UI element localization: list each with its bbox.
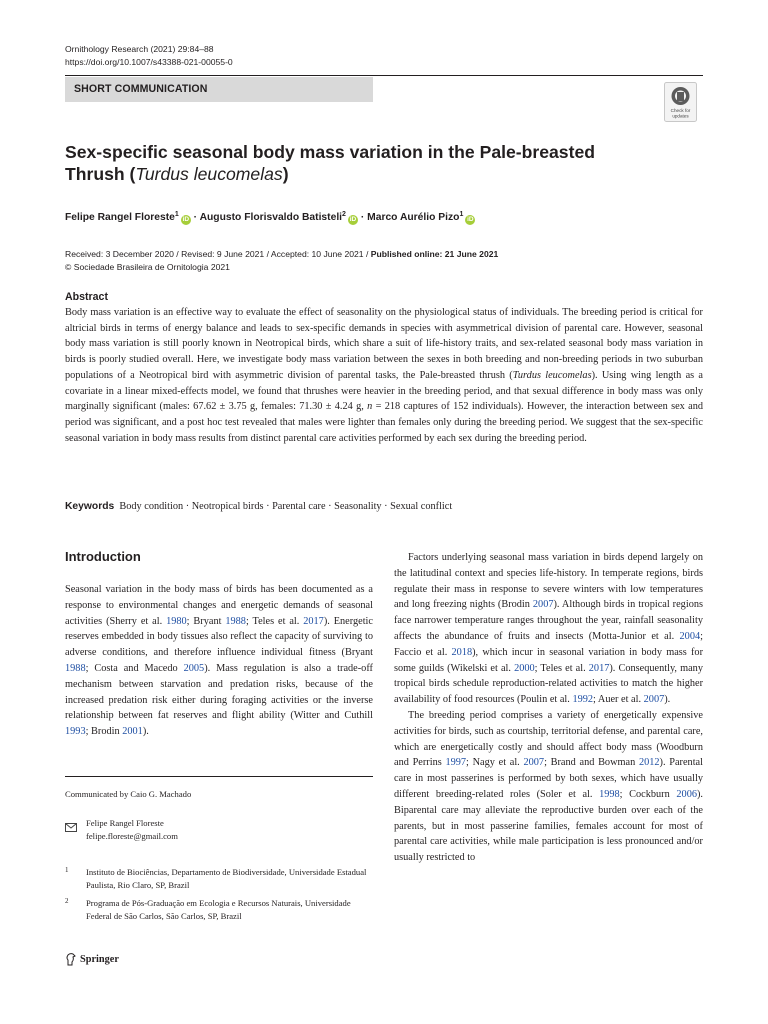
section-label: SHORT COMMUNICATION [74, 83, 208, 95]
dates-history: Received: 3 December 2020 / Revised: 9 June 2021 / Accepted: 10 June 2021 / [65, 249, 371, 259]
citation-link[interactable]: 2017 [303, 615, 324, 627]
keywords-list: Body condition · Neotropical birds · Parental care · Seasonality · Sexual conflict [119, 501, 453, 512]
title-end: ) [282, 164, 289, 184]
abstract-text [65, 305, 703, 446]
body-text: ). Biparental care may alleviate the reproductive burden over each of the parents, but in most passerine families, females account for most of parental care activities, while male participation is less pronounced and/or usually restricted to [394, 788, 703, 864]
keywords [65, 500, 452, 514]
body-text: ; Faccio et al. [394, 630, 703, 658]
citation-link[interactable]: 1988 [65, 662, 86, 674]
introduction-heading: Introduction [65, 549, 141, 564]
copyright-line: © Sociedade Brasileira de Ornitologia 2021 [65, 262, 230, 272]
citation-link[interactable]: 1992 [572, 694, 594, 706]
orcid-icon[interactable]: iD [467, 216, 474, 223]
citation-link[interactable]: 2005 [183, 662, 205, 674]
author-name[interactable]: Augusto Florisvaldo Batisteli [199, 212, 343, 223]
body-text: The breeding period comprises a variety of energetically expensive activities for birds, such as courtship, territorial defense, and parental care, which are energetically costly and should affect body mass (Woodburn and Perrins [394, 709, 703, 769]
affiliation-number: 2 [65, 897, 69, 905]
citation-link[interactable]: 2004 [679, 630, 701, 642]
author-separator: · [193, 212, 198, 223]
abstract-n: n [367, 401, 373, 413]
body-text: ; Teles et al. [245, 615, 304, 627]
citation-link[interactable]: 2000 [514, 662, 535, 674]
body-text: ). [664, 694, 671, 706]
dates-published: Published online: 21 June 2021 [370, 249, 499, 259]
citation-link[interactable]: 2007 [532, 599, 554, 611]
title-main: Sex-specific seasonal body mass variation in the Pale-breasted Thrush ( [65, 142, 595, 184]
body-text: ; Costa and Macedo [85, 662, 184, 674]
badge-line1: Check for [670, 108, 691, 113]
citation-link[interactable]: 2001 [122, 726, 143, 738]
body-text: ; Brodin [85, 726, 123, 738]
journal-citation [65, 43, 233, 69]
citation-link[interactable]: 1993 [65, 726, 86, 738]
abstract-part: Body mass variation is an effective way to evaluate the effect of seasonality on the physiological status of individuals. The breeding period is critical for altricial birds in terms of energy balance and leads to sex-specific demands in species with asymmetrical division of parental care. However, seasonal body mass variation is still poorly known in Neotropical birds, which share a suit of life-history traits, and sex-related seasonal body mass variation in birds is poorly studied overall. Here, we investigate body mass variation between the sexes in both breeding and non-breeding periods in two suburban populations of a Neotropical bird with asymmetric division of parental tasks, the Pale-breasted thrush ( [65, 307, 703, 381]
citation-link[interactable]: 1998 [599, 788, 620, 800]
author-affiliation: 1 [459, 211, 464, 218]
title-species: Turdus leucomelas [135, 164, 283, 184]
body-text: ; Cockburn [619, 788, 677, 800]
affiliation-number: 1 [65, 866, 69, 874]
left-column [65, 582, 373, 740]
body-text: ). Energetic reserves embedded in body tissues also reflect the capacity of surviving to adverse conditions, and therefore influence individual fitness (Bryant [65, 615, 373, 659]
citation-link[interactable]: 1980 [166, 615, 187, 627]
affiliation-1: Instituto de Biociências, Departamento de Biodiversidade, Universidade Estadual Paulista, Rio Claro, SP, Brazil [86, 867, 367, 890]
citation-link[interactable]: 1988 [225, 615, 246, 627]
citation-link[interactable]: 2006 [676, 788, 697, 800]
author-list [65, 208, 475, 225]
orcid-icon[interactable]: iD [182, 216, 190, 223]
citation-link[interactable]: 2017 [588, 662, 610, 674]
body-text: ; Teles et al. [534, 662, 589, 674]
envelope-icon [65, 819, 77, 828]
body-text: ; Brand and Bowman [544, 757, 639, 769]
corresponding-author: Felipe Rangel Floreste [86, 818, 164, 828]
body-text: ). Mass regulation is also a trade-off mechanism between starvation and predation risks, because of the increased predation risk either during foraging activities or the inverse relationship between fat reserves and flight ability (Witter and Cuthill [65, 662, 373, 722]
author-name[interactable]: Marco Aurélio Pizo [367, 212, 460, 223]
body-text: ). Although birds in tropical regions face narrower temperature ranges throughout the year, rainfall seasonality affects the abundance of fruits and insects (Motta-Junior et al. [394, 599, 703, 642]
keywords-label: Keywords [65, 501, 115, 512]
communicated-by: Communicated by Caio G. Machado [65, 789, 192, 799]
citation-link[interactable]: 2007 [643, 694, 665, 706]
footnote-rule [65, 776, 373, 777]
paragraph [65, 582, 373, 740]
body-text: ; Bryant [186, 615, 226, 627]
badge-line2: updates [672, 113, 689, 119]
citation-link[interactable]: 2012 [638, 757, 660, 769]
affiliation-2: Programa de Pós-Graduação em Ecologia e Recursos Naturais, Universidade Federal de São Carlos, São Carlos, SP, Brazil [86, 898, 351, 921]
check-for-updates-icon [664, 82, 697, 122]
citation-link[interactable]: 2018 [451, 646, 473, 658]
publisher-name: Springer [80, 954, 119, 965]
body-text: ; Nagy et al. [466, 757, 524, 769]
springer-horse-icon [65, 953, 76, 966]
right-column [394, 550, 703, 866]
citation-link[interactable]: 2007 [523, 757, 545, 769]
abstract-species: Turdus leucomelas [512, 369, 592, 381]
doi-link[interactable]: https://doi.org/10.1007/s43388-021-00055-0 [65, 57, 233, 67]
body-text: ), which incur in seasonal variation in body mass for some guilds (Wikelski et al. [394, 646, 704, 674]
paragraph [394, 550, 703, 708]
orcid-icon[interactable]: iD [349, 216, 357, 223]
article-dates [65, 248, 498, 261]
body-text: ). Consequently, many tropical birds schedule reproduction-related activities to match the higher availability of food resources (Poulin et al. [394, 662, 703, 706]
article-title [65, 141, 625, 185]
abstract-part: ). Using wing length as a covariate in a linear mixed-effects model, we found that thrushes were heavier in the breeding period, and that sexual difference in body mass was only marginally significant (males: 67.62 ± 3.75 g, females: 71.30 ± 4.24 g, [65, 369, 703, 413]
body-text: ). [142, 726, 149, 738]
journal-line: Ornithology Research (2021) 29:84–88 [65, 44, 214, 54]
body-text: Seasonal variation in the body mass of birds has been documented as a response to environmental changes and energetic demands of seasonal activities (Sherry et al. [65, 584, 373, 627]
header-rule [65, 75, 703, 76]
abstract-part: = 218 captures of 152 individuals). However, the interaction between sex and period was significant, and a post hoc test revealed that males were lighter than females only during the breeding period. We suggest that the sex-specific seasonal variation in body mass results from distinct parental care activities performed by each sex during the breeding period. [65, 401, 703, 444]
paragraph [394, 708, 703, 866]
publisher-logo [65, 953, 119, 966]
author-separator: · [360, 212, 365, 223]
abstract-heading: Abstract [65, 291, 108, 303]
citation-link[interactable]: 1997 [445, 757, 467, 769]
corresponding-email[interactable]: felipe.floreste@gmail.com [86, 831, 178, 841]
author-affiliation: 2 [342, 211, 346, 218]
check-for-updates-badge[interactable] [664, 82, 697, 122]
body-text: Factors underlying seasonal mass variation in birds depend largely on the latitudinal context and species life-history. In temperate regions, birds regulate their mass in response to severe winters with low temperatures and long freezing nights (Brodin [394, 552, 703, 611]
author-affiliation: 1 [174, 211, 179, 218]
body-text: ). Parental care in most passerines is performed by both sexes, which have usually different breeding-related roles (Soler et al. [394, 757, 703, 800]
body-text: ; Auer et al. [593, 694, 644, 706]
author-name[interactable]: Felipe Rangel Floreste [65, 212, 175, 223]
